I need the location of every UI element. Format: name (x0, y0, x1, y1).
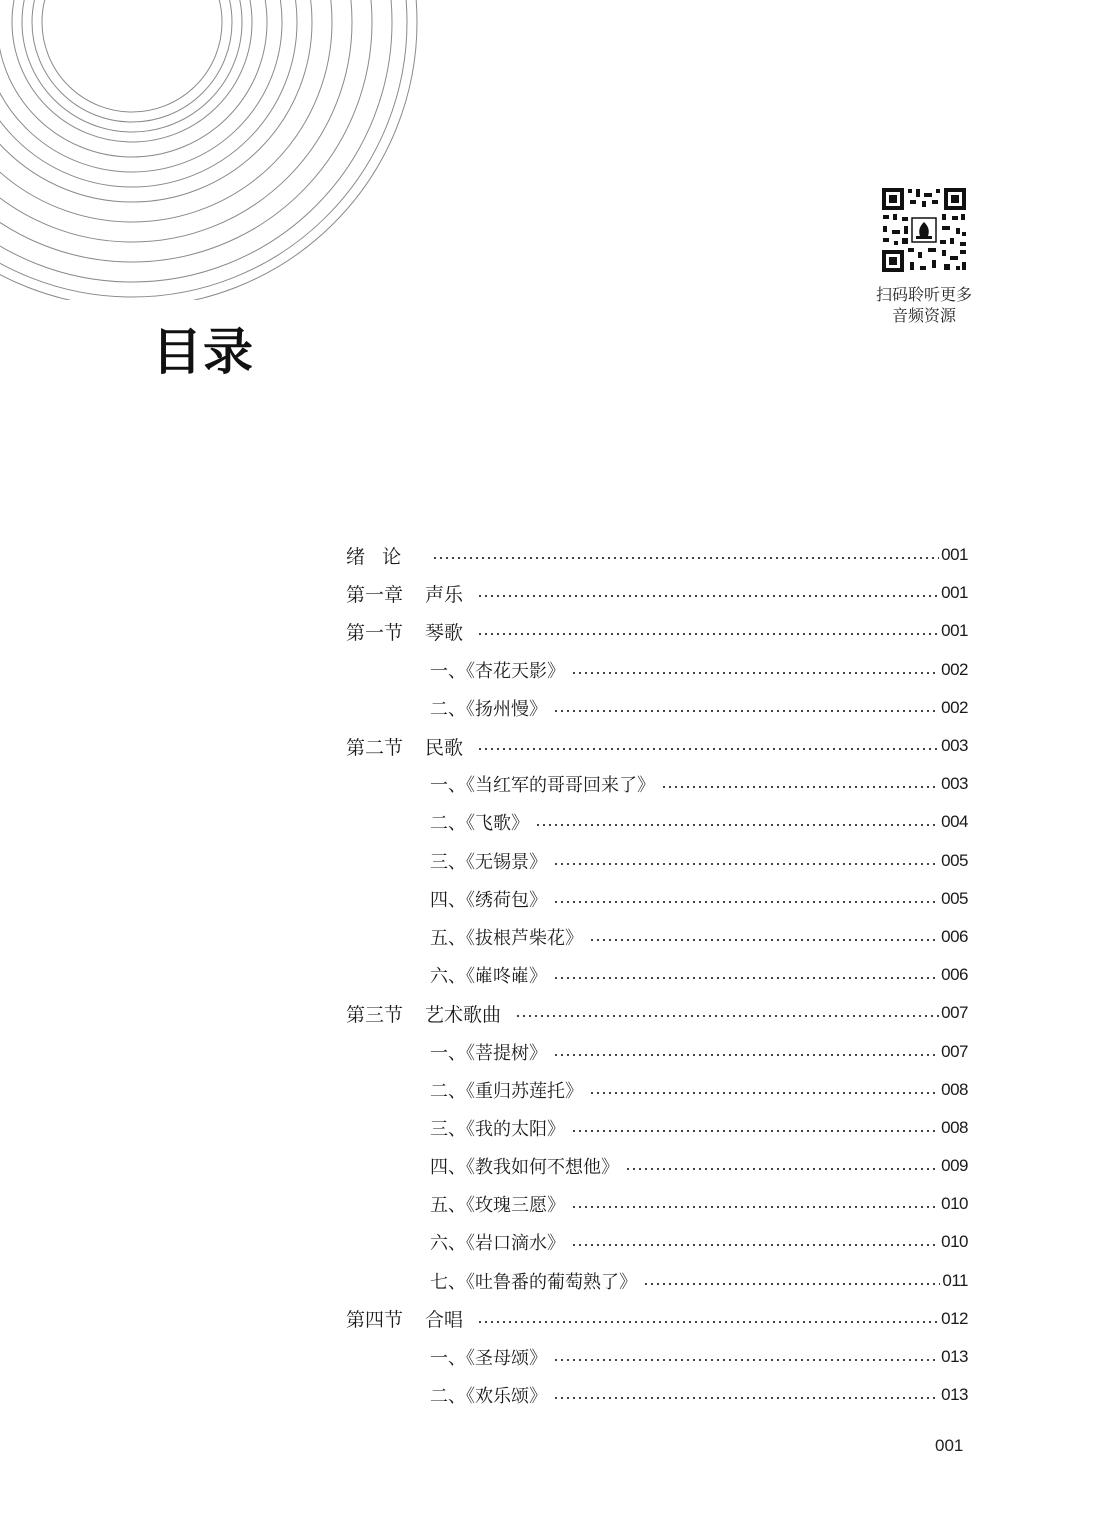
toc-item[interactable] (346, 803, 968, 841)
footer-page-number: 001 (935, 1436, 964, 1455)
toc-label: 五、《玫瑰三愿》 (430, 1195, 565, 1217)
toc-item[interactable] (346, 842, 968, 880)
toc-label: 第三节 (346, 1003, 404, 1026)
toc-item[interactable] (346, 1376, 968, 1414)
dot-leader (553, 1359, 939, 1361)
toc-label: 第四节 (346, 1309, 404, 1332)
toc-item[interactable] (346, 689, 968, 727)
toc-label: 四、《教我如何不想他》 (430, 1157, 619, 1179)
dot-leader (589, 939, 939, 941)
toc-title: 合唱 (425, 1309, 464, 1332)
toc-title: 民歌 (425, 736, 464, 759)
dot-leader (553, 1054, 939, 1056)
toc-item[interactable] (346, 651, 968, 689)
toc-page-number: 008 (941, 1079, 968, 1099)
toc-item[interactable] (346, 1262, 968, 1300)
toc-item[interactable] (346, 765, 968, 803)
table-of-contents (346, 536, 968, 1414)
toc-label: 五、《拔根芦柴花》 (430, 927, 583, 949)
toc-page-number: 001 (941, 583, 968, 603)
dot-leader (477, 1321, 939, 1323)
toc-label: 一、《菩提树》 (430, 1042, 547, 1064)
toc-label: 三、《无锡景》 (430, 851, 547, 873)
toc-page-number: 007 (941, 1003, 968, 1023)
toc-label: 二、《扬州慢》 (430, 698, 547, 720)
dot-leader (571, 672, 939, 674)
toc-section[interactable] (346, 727, 968, 765)
page-title: 目录 (152, 323, 254, 381)
toc-page-number: 010 (941, 1194, 968, 1214)
dot-leader (571, 1130, 939, 1132)
toc-page-number: 007 (941, 1041, 968, 1061)
toc-item[interactable] (346, 1185, 968, 1223)
toc-label: 四、《绣荷包》 (430, 889, 547, 911)
toc-label: 第一章 (346, 583, 404, 606)
toc-section[interactable] (346, 994, 968, 1032)
toc-item[interactable] (346, 1109, 968, 1147)
toc-item[interactable] (346, 956, 968, 994)
toc-page-number: 001 (941, 621, 968, 641)
dot-leader (553, 901, 939, 903)
toc-label: 一、《圣母颂》 (430, 1348, 547, 1370)
toc-label: 七、《吐鲁番的葡萄熟了》 (430, 1271, 637, 1293)
toc-page-number: 009 (941, 1156, 968, 1176)
toc-label: 二、《飞歌》 (430, 813, 529, 835)
dot-leader (571, 1244, 939, 1246)
dot-leader (477, 595, 939, 597)
toc-item[interactable] (346, 880, 968, 918)
toc-page-number: 002 (941, 659, 968, 679)
dot-leader (477, 633, 939, 635)
dot-leader (553, 977, 939, 979)
toc-page-number: 010 (941, 1232, 968, 1252)
toc-page-number: 008 (941, 1117, 968, 1137)
toc-label: 六、《嶉咚嶉》 (430, 966, 547, 988)
toc-page-number: 003 (941, 774, 968, 794)
dot-leader (553, 1397, 939, 1399)
toc-label: 一、《当红军的哥哥回来了》 (430, 775, 655, 797)
toc-item[interactable] (346, 1071, 968, 1109)
toc-section[interactable] (346, 612, 968, 650)
toc-item[interactable] (346, 1338, 968, 1376)
dot-leader (477, 748, 939, 750)
dot-leader (432, 557, 939, 559)
toc-chapter[interactable] (346, 536, 968, 574)
toc-title: 艺术歌曲 (425, 1003, 502, 1026)
toc-item[interactable] (346, 1147, 968, 1185)
toc-page-number: 003 (941, 736, 968, 756)
qr-code-icon[interactable] (880, 186, 968, 274)
dot-leader (553, 863, 939, 865)
qr-caption-line1: 扫码聆听更多 (875, 285, 972, 304)
dot-leader (625, 1168, 939, 1170)
toc-label: 第二节 (346, 736, 404, 759)
toc-title: 声乐 (425, 583, 464, 606)
toc-title: 琴歌 (425, 621, 464, 644)
toc-label: 三、《我的太阳》 (430, 1118, 565, 1140)
toc-page-number: 001 (941, 545, 968, 565)
toc-page-number: 011 (942, 1270, 968, 1290)
toc-label: 二、《欢乐颂》 (430, 1386, 547, 1408)
toc-page-number: 004 (941, 812, 968, 832)
toc-label: 一、《杏花天影》 (430, 660, 565, 682)
toc-item[interactable] (346, 918, 968, 956)
toc-page-number: 013 (941, 1347, 968, 1367)
dot-leader (553, 710, 939, 712)
toc-page-number: 006 (941, 926, 968, 946)
toc-page-number: 012 (941, 1308, 968, 1328)
dot-leader (535, 824, 939, 826)
qr-caption (862, 284, 986, 326)
dot-leader (661, 786, 939, 788)
dot-leader (571, 1206, 939, 1208)
toc-page-number: 006 (941, 965, 968, 985)
toc-label: 第一节 (346, 621, 404, 644)
toc-label: 绪论 (346, 545, 419, 568)
toc-item[interactable] (346, 1032, 968, 1070)
toc-chapter[interactable] (346, 574, 968, 612)
dot-leader (515, 1015, 939, 1017)
concentric-circles-icon (0, 0, 420, 300)
toc-page-number: 005 (941, 888, 968, 908)
toc-label: 二、《重归苏莲托》 (430, 1080, 583, 1102)
toc-label: 六、《岩口滴水》 (430, 1233, 565, 1255)
dot-leader (643, 1283, 940, 1285)
toc-item[interactable] (346, 1223, 968, 1261)
qr-caption-line2: 音频资源 (891, 306, 956, 325)
toc-page-number: 005 (941, 850, 968, 870)
toc-page-number: 013 (941, 1385, 968, 1405)
toc-section[interactable] (346, 1300, 968, 1338)
toc-page-number: 002 (941, 697, 968, 717)
dot-leader (589, 1092, 939, 1094)
